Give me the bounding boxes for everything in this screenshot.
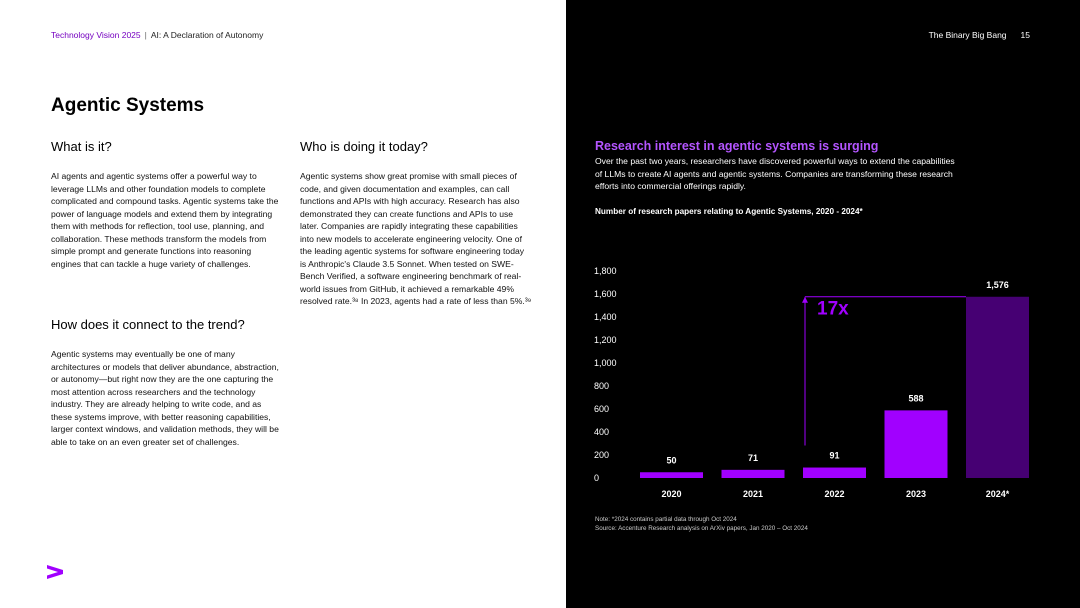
what-is-it-body: AI agents and agentic systems offer a powerful way to leverage LLMs and other foundation models to complete complicated and compound tasks. Agentic systems take the power of language models and extend them by integrating them with methods for reflection, tool use, planning, and collaboration. These methods transform the models from simple prompt and generate functions into reasoning engines that can tackle a huge variety of challenges. — [51, 171, 279, 269]
x-tick-label: 2020 — [661, 489, 682, 499]
what-is-it-heading: What is it? — [51, 139, 112, 154]
who-doing-section — [300, 139, 532, 308]
x-tick-label: 2022 — [824, 489, 845, 499]
chart-description: Over the past two years, researchers have discovered powerful ways to extend the capabilities of LLMs to create AI agents and agentic systems. Companies are transforming these research efforts into commercial offerings rapidly. — [595, 156, 955, 191]
brand-label: Technology Vision 2025 — [51, 30, 141, 40]
page-number: 15 — [1020, 30, 1030, 40]
bar-2023 — [885, 410, 948, 478]
what-is-it-section — [51, 139, 283, 270]
right-panel — [566, 0, 1080, 608]
who-doing-heading: Who is doing it today? — [300, 139, 428, 154]
x-tick-label: 2021 — [742, 489, 764, 499]
data-label: 91 — [829, 450, 840, 461]
x-tick-label: 2023 — [905, 489, 927, 499]
y-tick-label: 1,200 — [594, 335, 617, 345]
y-tick-label: 200 — [594, 450, 610, 460]
header-separator: | — [144, 30, 147, 40]
chart-source: Source: Accenture Research analysis on ArXiv papers, Jan 2020 – Oct 2024 — [595, 524, 808, 532]
y-tick-label: 800 — [594, 381, 610, 391]
how-connect-body: Agentic systems may eventually be one of many architectures or models that deliver abundance, abstraction, or autonomy—but right now they are the one capturing the most attention across researchers and the technology industry. They are already helping to write code, and as these systems improve, with better reasoning capabilities, larger context windows, and validation methods, they will be able to take on an even greater set of challenges. — [51, 349, 279, 447]
how-connect-section — [51, 317, 283, 448]
y-tick-label: 1,600 — [594, 289, 617, 299]
data-label: 1,576 — [986, 279, 1009, 290]
chart-subtitle: Number of research papers relating to Agentic Systems, 2020 - 2024* — [595, 207, 863, 216]
accenture-logo-icon — [47, 565, 63, 579]
report-subtitle: AI: A Declaration of Autonomy — [150, 30, 264, 40]
y-tick-label: 600 — [594, 404, 610, 414]
chart-note: Note: *2024 contains partial data through Oct 2024 — [595, 516, 737, 523]
x-tick-label: 2024* — [985, 489, 1010, 499]
bar-2024 — [966, 297, 1029, 478]
growth-annotation: 17x — [817, 298, 849, 320]
y-tick-label: 1,800 — [594, 266, 617, 276]
y-tick-label: 0 — [594, 473, 600, 483]
section-title: The Binary Big Bang — [928, 30, 1007, 40]
chart-title: Research interest in agentic systems is surging — [595, 139, 879, 153]
arrow-head-icon — [802, 297, 808, 303]
data-label: 50 — [666, 455, 677, 466]
chart-notes — [595, 516, 808, 533]
bar-2020 — [640, 472, 703, 478]
y-tick-label: 1,400 — [594, 312, 617, 322]
y-tick-label: 400 — [594, 427, 610, 437]
bar-2021 — [722, 470, 785, 478]
how-connect-heading: How does it connect to the trend? — [51, 317, 245, 332]
bar-2022 — [803, 468, 866, 478]
data-label: 588 — [908, 393, 924, 404]
data-label: 71 — [747, 452, 759, 463]
who-doing-body: Agentic systems show great promise with small pieces of code, and given documentation and examples, can call functions and APIs with high accuracy. Research has also demonstrated they can create functions and APIs to use later. Companies are rapidly integrating these capabilities into new models to accelerate engineering velocity. One of the leading agentic systems for software engineering today is Anthropic's Claude 3.5 Sonnet. When tested on SWE-Bench Verified, a software engineering benchmark of real-world issues from GitHub, it achieved a remarkable 49% resolved rate.³⁸ In 2023, agents had a rate of less than 5%.³⁹ — [300, 171, 532, 306]
page-title: Agentic Systems — [51, 95, 205, 116]
y-tick-label: 1,000 — [594, 358, 617, 368]
header-left — [51, 30, 263, 40]
